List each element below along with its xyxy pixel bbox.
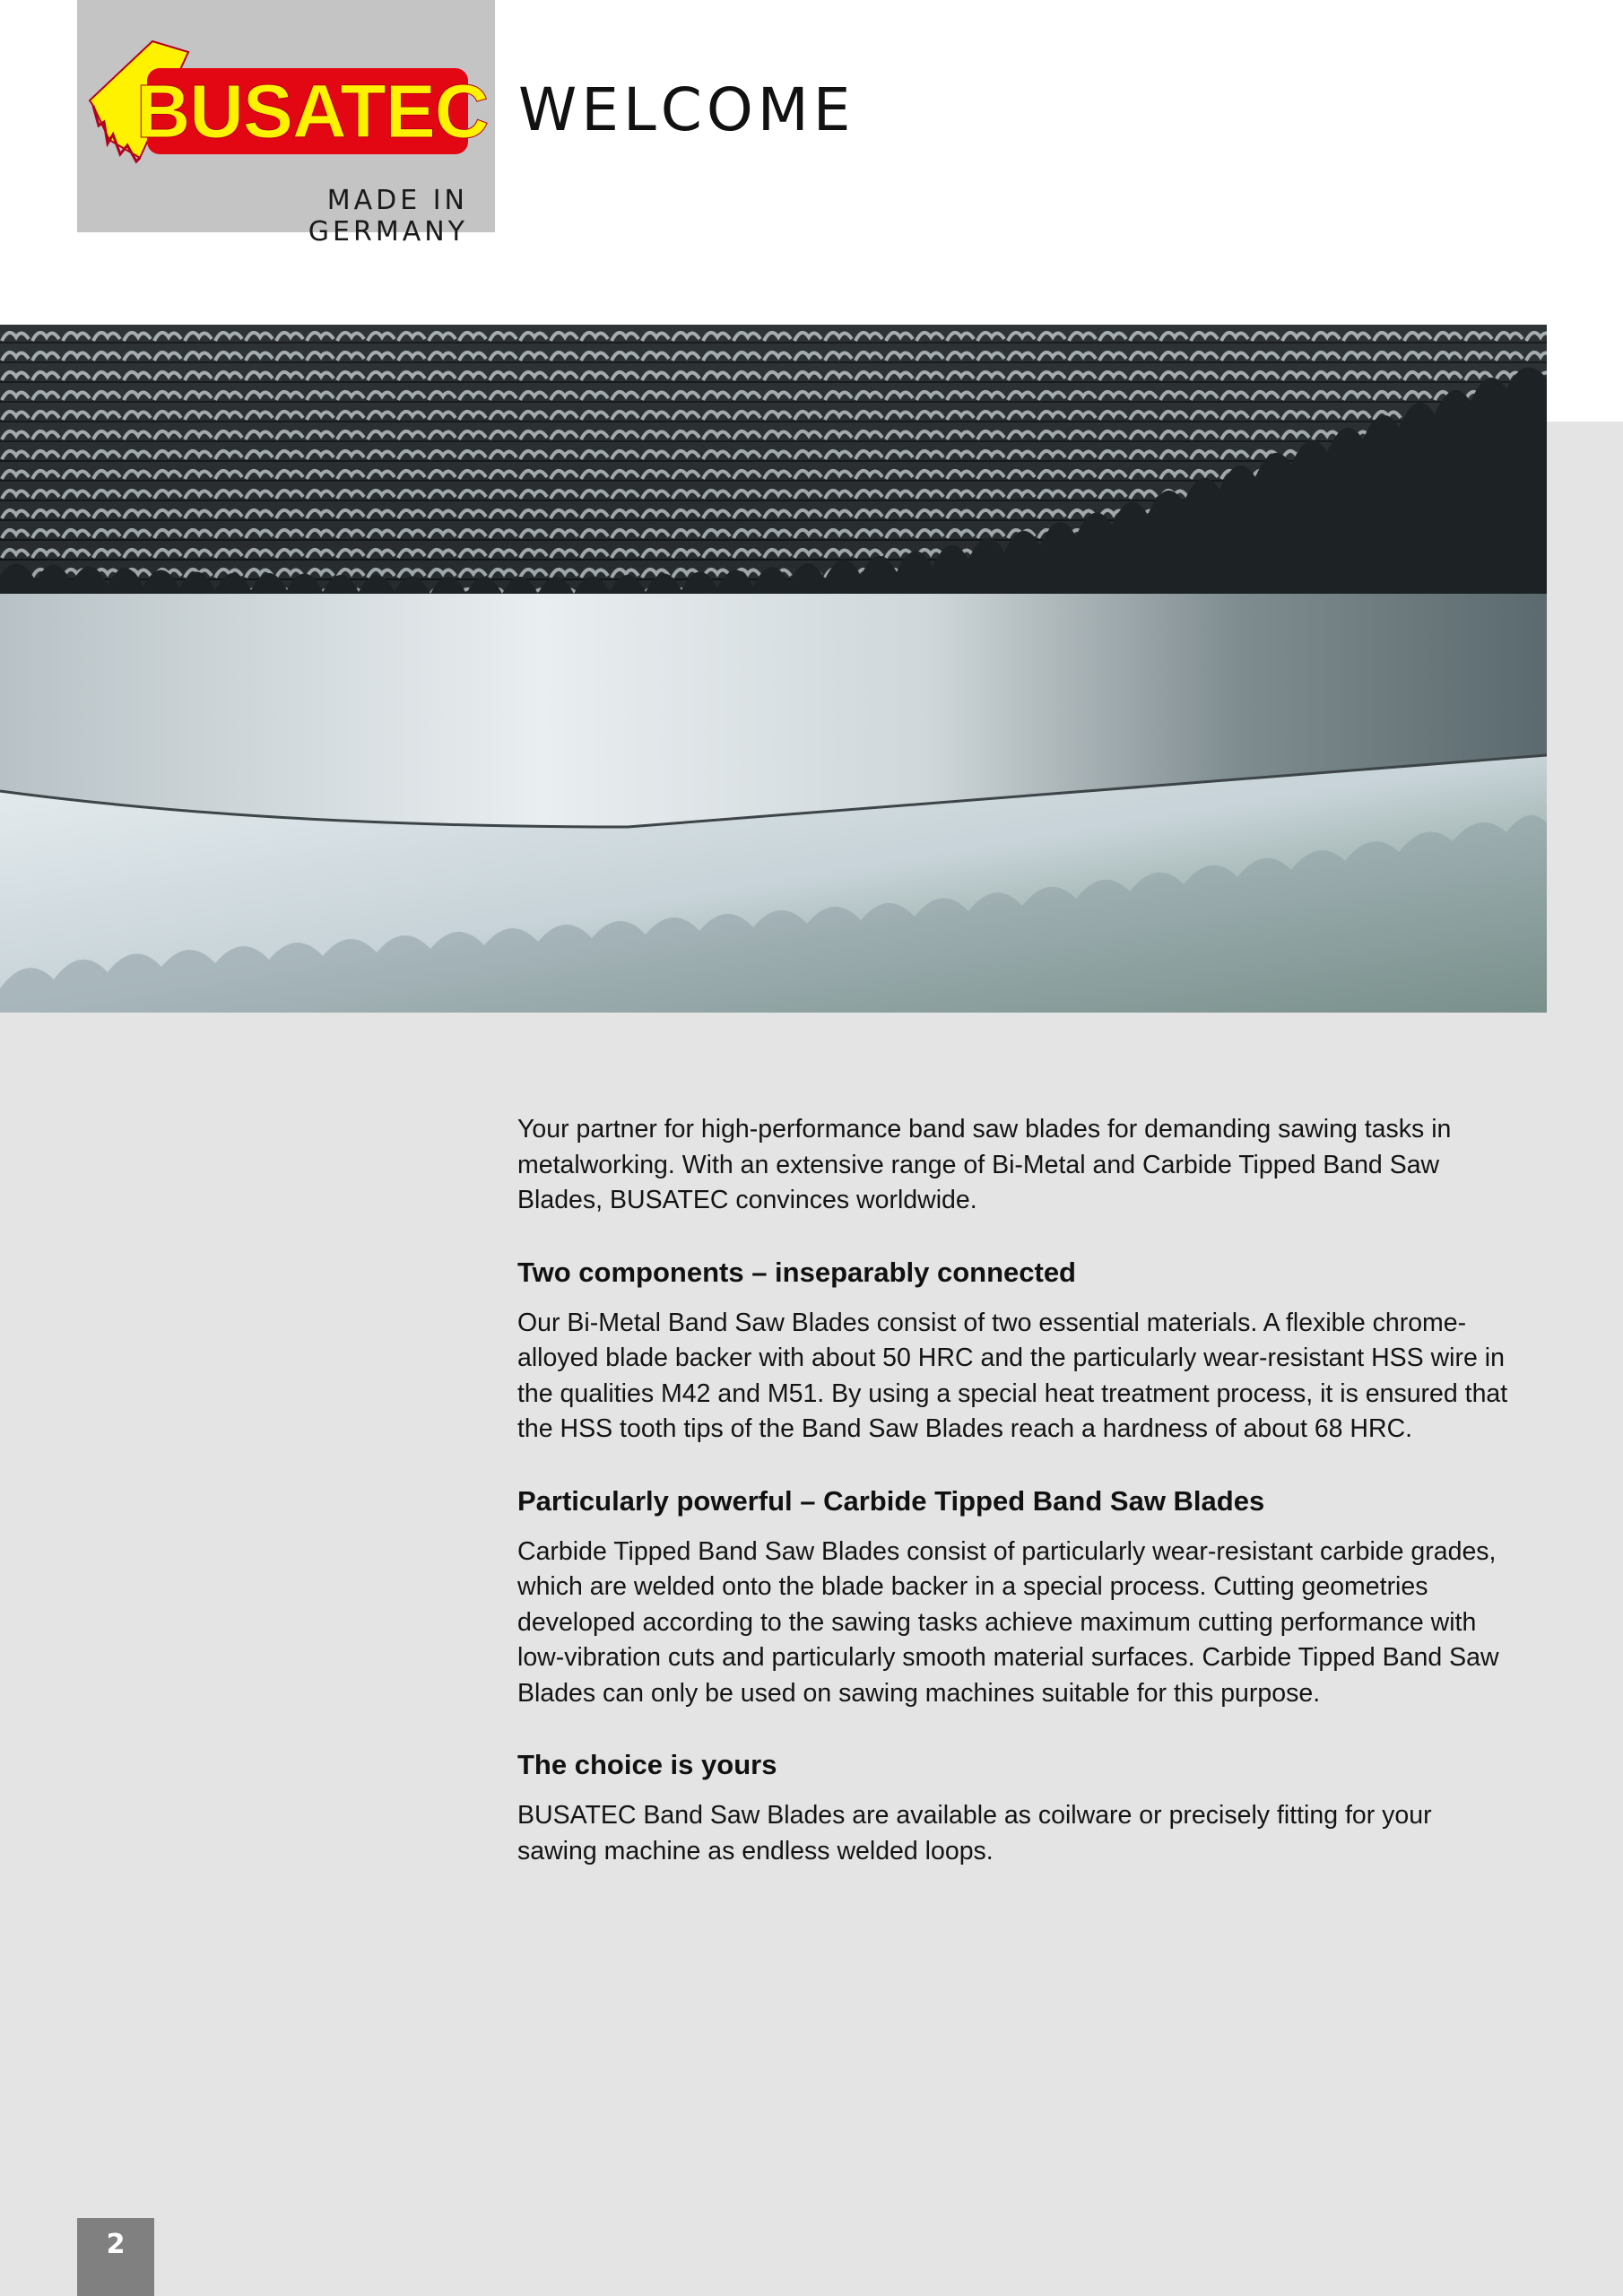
intro-paragraph: Your partner for high-performance band saw blades for demanding sawing tasks in metalworking. With an extensive range of Bi-Metal and Carbide Tipped Band Saw Blades, BUSATEC convinces worldwide. (517, 1115, 1452, 1214)
brand-logo (77, 0, 495, 248)
page-title: WELCOME (518, 75, 855, 144)
hero-image (0, 325, 1547, 1013)
section-heading: Two components – inseparably connected (517, 1256, 1076, 1288)
section-paragraph: Our Bi-Metal Band Saw Blades consist of two essential materials. A flexible chrome-alloyed blade backer with about 50 HRC and the particularly wear-resistant HSS wire in the qualities M42 and M51. By using a special heat treatment process, it is ensured that the HSS tooth tips of the Band Saw Blades reach a hardness of about 68 HRC. (517, 1308, 1508, 1443)
section-paragraph: BUSATEC Band Saw Blades are available as coilware or precisely fitting for your sawing machine as endless welded loops. (517, 1801, 1432, 1866)
section-heading: The choice is yours (517, 1749, 777, 1780)
logo-tagline: MADE IN GERMANY (308, 185, 468, 248)
section-paragraph: Carbide Tipped Band Saw Blades consist of particularly wear-resistant carbide grades, which are welded onto the blade backer in a special process. Cutting geometries developed according to the sawing tasks achieve maximum cutting performance with low-vibration cuts and particularly smooth material surfaces. Carbide Tipped Band Saw Blades can only be used on sawing machines suitable for this purpose. (517, 1536, 1499, 1708)
band-saw-blade-icon (0, 325, 1547, 1013)
section-heading: Particularly powerful – Carbide Tipped Band Saw Blades (517, 1484, 1265, 1517)
page-number: 2 (77, 2218, 154, 2296)
logo-wordmark: BUSATEC (135, 69, 489, 153)
body-content (517, 1112, 1513, 1905)
